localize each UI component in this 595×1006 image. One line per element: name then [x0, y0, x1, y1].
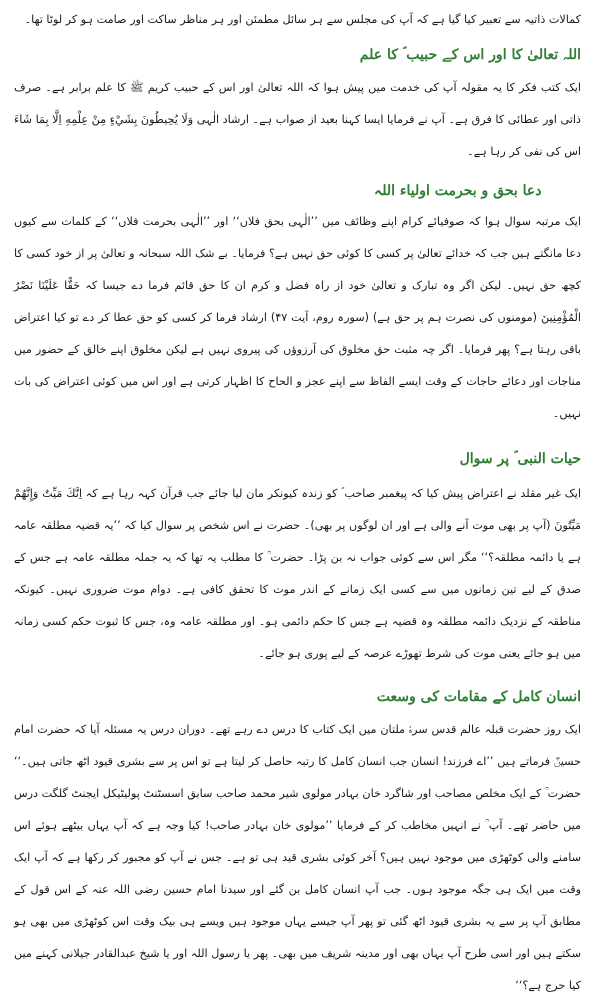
hayat-paragraph: ایک غیر مقلد نے اعتراض پیش کیا کہ پیغمبر صاحب ؐ کو زندہ کیونکر مان لیا جائے جب قرآن کہہ رہا ہے کہ اِنَّكَ مَيِّتٌ وَإِنَّهُمْ مَيِّتُونَ (آپ پر بھی موت آنے والی ہے اور ان لوگوں پر بھی)۔ حضرت نے اس شخص پر سوال کیا کہ ’’یہ قضیہ مطلقہ عامہ ہے یا دائمہ مطلقہ؟‘‘ مگر اس سے کوئی جواب نہ بن پڑا۔ حضرت ؒ کا مطلب یہ تھا کہ یہ جملہ مطلقہ عامہ ہے جس کے صدق کے لیے تین زمانوں میں سے کسی ایک زمانے کے اندر موت کا تحقق کافی ہے۔ دوام موت ضروری نہیں۔ کیونکہ مناطقہ کے نزدیک دائمہ مطلقہ وہ قضیہ ہے جس کا حکم دائمی ہو۔ اور مطلقہ عامہ وہ، جس کا ثبوت حکم کسی زمانہ میں ہو جائے یعنی موت کی شرط تھوڑے عرصہ کے لیے پوری ہو جائے۔	[14, 487, 581, 660]
section-heading-insan-kamil: انسان کامل کے مقامات کی وسعت	[376, 689, 581, 705]
intro-paragraph: کمالات ذاتیہ سے تعبیر کیا گیا ہے کہ آپ کی مجلس سے ہر سائل مطمئن اور ہر مناظر ساکت اور صامت ہو کر لوٹا تھا۔	[24, 13, 581, 26]
section-heading-hayat: حیات النبی ؐ پر سوال	[459, 451, 581, 467]
insan-kamil-paragraph: ایک روز حضرت قبلہ عالم قدس سرہٗ ملتان میں ایک کتاب کا درس دے رہے تھے۔ دوران درس یہ مسئلہ آیا کہ حضرت امام حسینؓ فرماتے ہیں ’’اے فرزند! انسان جب انسان کامل کا رتبہ حاصل کر لیتا ہے تو اس پر سے بشری قیود اٹھ جاتی ہیں۔‘‘ حضرت ؒ کے ایک مخلص مصاحب اور شاگرد خان بہادر مولوی شیر محمد صاحب سابق اسسٹنٹ پولیٹیکل ایجنٹ گلگت درس میں حاضر تھے۔ آپ ؒ نے انہیں مخاطب کر کے فرمایا ’’مولوی خان بہادر صاحب! کیا وجہ ہے کہ آپ یہاں بیٹھے ہوئے اس سامنے والی کوٹھڑی میں موجود نہیں ہیں؟ آخر کوئی بشری قید ہی تو ہے۔ جس نے آپ کو مجبور کر رکھا ہے کہ آپ ایک وقت میں ایک ہی جگہ موجود ہوں۔ جب آپ انسان کامل بن گئے اور سیدنا امام حسین رضی اللہ عنہ کے اس قول کے مطابق آپ پر سے یہ بشری قیود اٹھ گئی تو پھر آپ جیسے یہاں موجود ہیں ویسے ہی بیک وقت اس کوٹھڑی میں بھی ہو سکتے ہیں اور اسی طرح آپ یہاں بھی اور مدینہ شریف میں بھی۔ پھر یا رسول اللہ اور یا شیخ عبدالقادر جیلانی کہنے میں کیا حرج ہے؟‘‘	[14, 723, 581, 992]
section-heading-dua: دعا بحق و بحرمت اولیاء اللہ	[374, 183, 542, 199]
dua-paragraph: ایک مرتبہ سوال ہوا کہ صوفیائے کرام اپنے وظائف میں ’’الٰہی بحق فلاں‘‘ اور ’’الٰہی بحرمت فلاں‘‘ کے کلمات سے کیوں دعا مانگتے ہیں جب کہ خدائے تعالیٰ پر کسی کا کوئی حق نہیں ہے؟ فرمایا۔ بے شک اللہ سبحانہ و تعالیٰ پر از خود کسی کا کچھ حق نہیں۔ لیکن اگر وہ تبارک و تعالیٰ خود از راہ فضل و کرم ان کا حق قائم فرما دے جیسا کہ حَقًّا عَلَيْنَا نَصْرُ الْمُؤْمِنِينَ (مومنوں کی نصرت ہم پر حق ہے) (سورہ روم، آیت ۴۷) ارشاد فرما کر کسی کو حق عطا کر دے تو کیا اعتراض باقی رہتا ہے؟ پھر فرمایا۔ اگر چہ مثبت حق مخلوق کی آرزوؤں کی پیروی نہیں ہے لیکن مخلوق اپنے خالق کے حضور میں مناجات اور دعائے حاجات کے وقت ایسے الفاظ سے اپنے عجز و الحاح کا اظہار کرتی ہے اور اس میں کوئی اعتراض کی بات نہیں۔	[14, 215, 581, 420]
section-heading-knowledge: اللہ تعالیٰ کا اور اس کے حبیب ؐ کا علم	[359, 47, 581, 63]
knowledge-paragraph: ایک کتب فکر کا یہ مقولہ آپ کی خدمت میں پیش ہوا کہ اللہ تعالیٰ اور اس کے حبیب کریم ﷺ کا علم برابر ہے۔ صرف ذاتی اور عطائی کا فرق ہے۔ آپ نے فرمایا ایسا کہنا بعید از صواب ہے۔ ارشاد الٰہی وَلَا يُحِيطُونَ بِشَيْءٍ مِنْ عِلْمِهِ اِلَّا بِمَا شَاءَ اس کی نفی کر رہا ہے۔	[14, 81, 581, 158]
